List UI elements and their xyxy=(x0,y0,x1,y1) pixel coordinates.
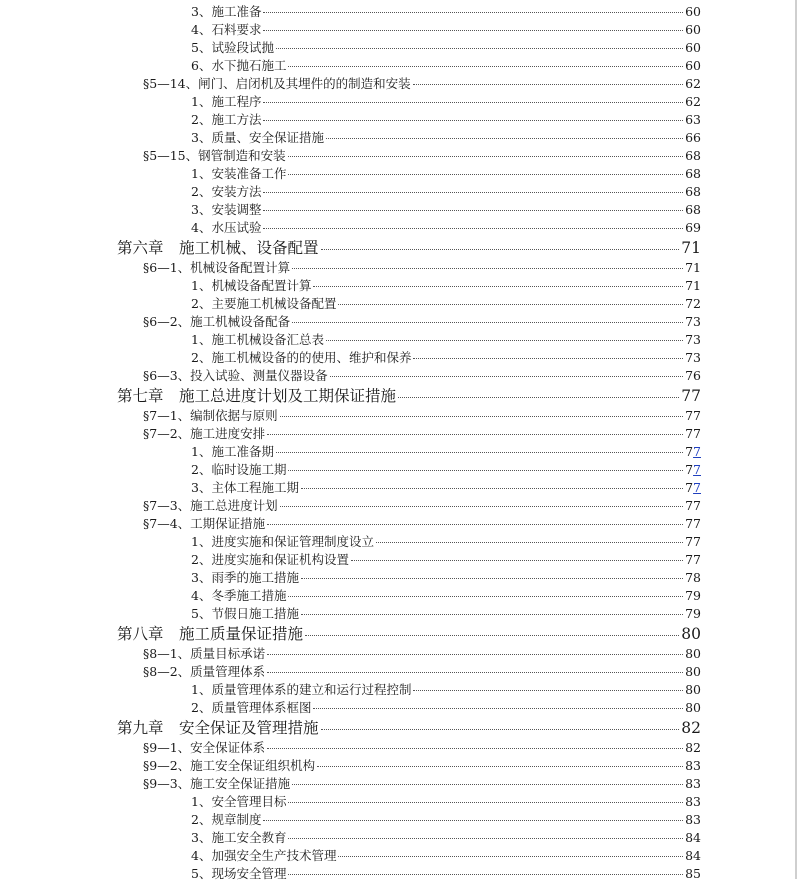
toc-entry-title: 1、安全管理目标 xyxy=(191,794,287,809)
dot-leader xyxy=(267,748,683,749)
toc-entry-title: 1、质量管理体系的建立和运行过程控制 xyxy=(191,682,412,697)
dot-leader xyxy=(321,249,680,250)
toc-subsection-entry[interactable] xyxy=(191,128,701,146)
toc-page-number: 83 xyxy=(685,758,701,773)
toc-subsection-entry[interactable] xyxy=(191,586,701,604)
toc-entry-title: 5、试验段试抛 xyxy=(191,40,274,55)
toc-page-number: 85 xyxy=(685,866,701,881)
dot-leader xyxy=(317,766,683,767)
dot-leader xyxy=(280,416,683,417)
toc-page-number: 82 xyxy=(681,719,701,737)
dot-leader xyxy=(267,434,683,435)
toc-page-number: 84 xyxy=(685,830,701,845)
toc-entry-title: 1、施工程序 xyxy=(191,94,262,109)
toc-section-entry[interactable] xyxy=(143,644,701,662)
toc-entry-title: 2、安装方法 xyxy=(191,184,262,199)
toc-section-entry[interactable] xyxy=(143,74,701,92)
toc-entry-title: 1、进度实施和保证管理制度设立 xyxy=(191,534,374,549)
toc-entry-title: 4、石料要求 xyxy=(191,22,262,37)
toc-page-number: 77 xyxy=(685,408,701,423)
dot-leader xyxy=(288,470,683,471)
dot-leader xyxy=(288,596,683,597)
toc-page-number: 71 xyxy=(681,239,701,257)
dot-leader xyxy=(305,635,679,636)
toc-subsection-entry[interactable] xyxy=(191,810,701,828)
toc-page-number: 73 xyxy=(685,332,701,347)
toc-entry-title: §9—3、施工安全保证措施 xyxy=(143,776,291,791)
dot-leader xyxy=(301,578,683,579)
toc-subsection-entry[interactable] xyxy=(191,20,701,38)
toc-page-number: 80 xyxy=(681,625,701,643)
toc-entry-title: 3、雨季的施工措施 xyxy=(191,570,299,585)
toc-subsection-entry[interactable] xyxy=(191,828,701,846)
toc-entry-title: 1、安装准备工作 xyxy=(191,166,287,181)
toc-section-entry[interactable] xyxy=(143,406,701,424)
dot-leader xyxy=(288,838,683,839)
toc-page-number: 73 xyxy=(685,314,701,329)
toc-page-number: 77 xyxy=(685,426,701,441)
toc-page-number: 77 xyxy=(685,534,701,549)
toc-entry-title: 4、水压试验 xyxy=(191,220,262,235)
toc-section-entry[interactable] xyxy=(143,514,701,532)
toc-chapter-entry[interactable] xyxy=(117,236,701,258)
toc-page-number: 80 xyxy=(685,664,701,679)
toc-entry-title: §7—1、编制依据与原则 xyxy=(143,408,278,423)
toc-subsection-entry[interactable] xyxy=(191,218,701,236)
toc-chapter-entry[interactable] xyxy=(117,716,701,738)
toc-page-link[interactable]: 77 xyxy=(685,444,701,459)
toc-subsection-entry[interactable] xyxy=(191,276,701,294)
toc-page-number: 80 xyxy=(685,646,701,661)
dot-leader xyxy=(330,376,683,377)
dot-leader xyxy=(263,102,683,103)
dot-leader xyxy=(280,506,683,507)
toc-page-number: 62 xyxy=(685,94,701,109)
dot-leader xyxy=(263,820,683,821)
toc-entry-title: §8—1、质量目标承诺 xyxy=(143,646,266,661)
toc-entry-title: 第七章 施工总进度计划及工期保证措施 xyxy=(117,387,397,405)
toc-entry-title: 6、水下抛石施工 xyxy=(191,58,287,73)
dot-leader xyxy=(276,452,683,453)
toc-entry-title: 3、施工安全教育 xyxy=(191,830,287,845)
toc-subsection-entry[interactable] xyxy=(191,550,701,568)
dot-leader xyxy=(292,322,683,323)
toc-page-number: 77 xyxy=(685,516,701,531)
toc-page-number: 83 xyxy=(685,812,701,827)
toc-entry-title: 2、质量管理体系框图 xyxy=(191,700,312,715)
toc-entry-title: §6—3、投入试验、测量仪器设备 xyxy=(143,368,328,383)
toc-entry-title: §7—4、工期保证措施 xyxy=(143,516,266,531)
toc-page-number: 71 xyxy=(685,278,701,293)
dot-leader xyxy=(263,192,683,193)
toc-page-number: 60 xyxy=(685,4,701,19)
toc-entry-title: 第六章 施工机械、设备配置 xyxy=(117,239,319,257)
toc-entry-title: §9—2、施工安全保证组织机构 xyxy=(143,758,316,773)
toc-section-entry[interactable] xyxy=(143,312,701,330)
toc-page-number: 79 xyxy=(685,588,701,603)
toc-subsection-entry[interactable] xyxy=(191,56,701,74)
toc-page-number: 68 xyxy=(685,166,701,181)
toc-section-entry[interactable] xyxy=(143,258,701,276)
toc-subsection-entry[interactable] xyxy=(191,698,701,716)
toc-subsection-entry[interactable] xyxy=(191,604,701,622)
dot-leader xyxy=(288,156,683,157)
toc-page-number: 76 xyxy=(685,368,701,383)
toc-entry-title: 5、现场安全管理 xyxy=(191,866,287,881)
dot-leader xyxy=(321,729,680,730)
toc-subsection-entry[interactable] xyxy=(191,110,701,128)
dot-leader xyxy=(351,560,683,561)
toc-section-entry[interactable] xyxy=(143,496,701,514)
toc-subsection-entry[interactable] xyxy=(191,330,701,348)
toc-section-entry[interactable] xyxy=(143,738,701,756)
toc-page-number: 68 xyxy=(685,148,701,163)
dot-leader xyxy=(326,340,683,341)
toc-subsection-entry[interactable] xyxy=(191,200,701,218)
toc-entry-title: 1、机械设备配置计算 xyxy=(191,278,312,293)
toc-page-link[interactable]: 77 xyxy=(685,462,701,477)
toc-page-link[interactable]: 77 xyxy=(685,480,701,495)
toc-page-number: 80 xyxy=(685,700,701,715)
dot-leader xyxy=(267,654,683,655)
toc-page-number: 77 xyxy=(681,387,701,405)
toc-subsection-entry[interactable] xyxy=(191,182,701,200)
dot-leader xyxy=(313,708,683,709)
toc-section-entry[interactable] xyxy=(143,756,701,774)
toc-subsection-entry[interactable] xyxy=(191,92,701,110)
dot-leader xyxy=(288,874,683,875)
dot-leader xyxy=(301,614,683,615)
toc-chapter-entry[interactable] xyxy=(117,384,701,406)
toc-page-number: 71 xyxy=(685,260,701,275)
toc-entry-title: §5—14、闸门、启闭机及其埋件的的制造和安装 xyxy=(143,76,411,91)
toc-subsection-entry[interactable] xyxy=(191,294,701,312)
toc-entry-title: 3、质量、安全保证措施 xyxy=(191,130,324,145)
toc-page-number: 62 xyxy=(685,76,701,91)
toc-entry-title: §8—2、质量管理体系 xyxy=(143,664,266,679)
dot-leader xyxy=(376,542,683,543)
toc-page-number: 66 xyxy=(685,130,701,145)
dot-leader xyxy=(292,784,683,785)
toc-entry-title: 2、规章制度 xyxy=(191,812,262,827)
toc-entry-title: 4、冬季施工措施 xyxy=(191,588,287,603)
toc-entry-title: 1、施工准备期 xyxy=(191,444,274,459)
dot-leader xyxy=(288,66,683,67)
dot-leader xyxy=(263,228,683,229)
toc-entry-title: 3、施工准备 xyxy=(191,4,262,19)
toc-page-number: 60 xyxy=(685,40,701,55)
toc-entry-title: §9—1、安全保证体系 xyxy=(143,740,266,755)
dot-leader xyxy=(301,488,683,489)
toc-entry-title: 2、临时设施工期 xyxy=(191,462,287,477)
toc-section-entry[interactable] xyxy=(143,424,701,442)
toc-entry-title: §5—15、钢管制造和安装 xyxy=(143,148,286,163)
toc-page-number: 82 xyxy=(685,740,701,755)
toc-entry-title: 5、节假日施工措施 xyxy=(191,606,299,621)
dot-leader xyxy=(398,397,679,398)
toc-entry-title: 4、加强安全生产技术管理 xyxy=(191,848,337,863)
toc-page-number: 63 xyxy=(685,112,701,127)
dot-leader xyxy=(267,672,683,673)
toc-subsection-entry[interactable] xyxy=(191,38,701,56)
toc-page-number: 78 xyxy=(685,570,701,585)
toc-page-number: 83 xyxy=(685,776,701,791)
toc-entry-title: 2、主要施工机械设备配置 xyxy=(191,296,337,311)
toc-subsection-entry[interactable] xyxy=(191,442,701,460)
toc-page-number: 80 xyxy=(685,682,701,697)
toc-page-number: 77 xyxy=(685,498,701,513)
toc-entry-title: 3、主体工程施工期 xyxy=(191,480,299,495)
toc-section-entry[interactable] xyxy=(143,146,701,164)
toc-page-number: 60 xyxy=(685,22,701,37)
toc-entry-title: 3、安装调整 xyxy=(191,202,262,217)
dot-leader xyxy=(267,524,683,525)
toc-section-entry[interactable] xyxy=(143,662,701,680)
dot-leader xyxy=(338,856,683,857)
toc-subsection-entry[interactable] xyxy=(191,792,701,810)
toc-subsection-entry[interactable] xyxy=(191,532,701,550)
dot-leader xyxy=(338,304,683,305)
dot-leader xyxy=(413,690,683,691)
toc-subsection-entry[interactable] xyxy=(191,846,701,864)
dot-leader xyxy=(326,138,683,139)
dot-leader xyxy=(413,358,683,359)
toc-entry-title: §7—2、施工进度安排 xyxy=(143,426,266,441)
toc-subsection-entry[interactable] xyxy=(191,568,701,586)
toc-subsection-entry[interactable] xyxy=(191,478,701,496)
toc-entry-title: 第九章 安全保证及管理措施 xyxy=(117,719,319,737)
toc-entry-title: 2、施工方法 xyxy=(191,112,262,127)
dot-leader xyxy=(413,84,683,85)
toc-page-number: 69 xyxy=(685,220,701,235)
dot-leader xyxy=(292,268,683,269)
toc-page-number: 73 xyxy=(685,350,701,365)
toc-entry-title: §6—2、施工机械设备配备 xyxy=(143,314,291,329)
toc-page-number: 84 xyxy=(685,848,701,863)
dot-leader xyxy=(276,48,683,49)
toc-chapter-entry[interactable] xyxy=(117,622,701,644)
toc-page-number: 60 xyxy=(685,58,701,73)
toc-subsection-entry[interactable] xyxy=(191,164,701,182)
toc-page-number: 68 xyxy=(685,184,701,199)
toc-page-number: 83 xyxy=(685,794,701,809)
toc-entry-title: 1、施工机械设备汇总表 xyxy=(191,332,324,347)
toc-entry-title: 第八章 施工质量保证措施 xyxy=(117,625,304,643)
toc-page-number: 79 xyxy=(685,606,701,621)
toc-page-number: 77 xyxy=(685,552,701,567)
dot-leader xyxy=(313,286,683,287)
toc-subsection-entry[interactable] xyxy=(191,460,701,478)
toc-entry-title: §6—1、机械设备配置计算 xyxy=(143,260,291,275)
dot-leader xyxy=(263,120,683,121)
toc-subsection-entry[interactable] xyxy=(191,864,701,882)
toc-section-entry[interactable] xyxy=(143,774,701,792)
dot-leader xyxy=(263,210,683,211)
toc-entry-title: 2、进度实施和保证机构设置 xyxy=(191,552,349,567)
toc-subsection-entry[interactable] xyxy=(191,2,701,20)
toc-page-number: 68 xyxy=(685,202,701,217)
toc-subsection-entry[interactable] xyxy=(191,680,701,698)
dot-leader xyxy=(288,802,683,803)
dot-leader xyxy=(288,174,683,175)
dot-leader xyxy=(263,30,683,31)
dot-leader xyxy=(263,12,683,13)
toc-subsection-entry[interactable] xyxy=(191,348,701,366)
toc-section-entry[interactable] xyxy=(143,366,701,384)
toc-entry-title: §7—3、施工总进度计划 xyxy=(143,498,278,513)
toc-entry-title: 2、施工机械设备的的使用、维护和保养 xyxy=(191,350,412,365)
toc-page-number: 72 xyxy=(685,296,701,311)
